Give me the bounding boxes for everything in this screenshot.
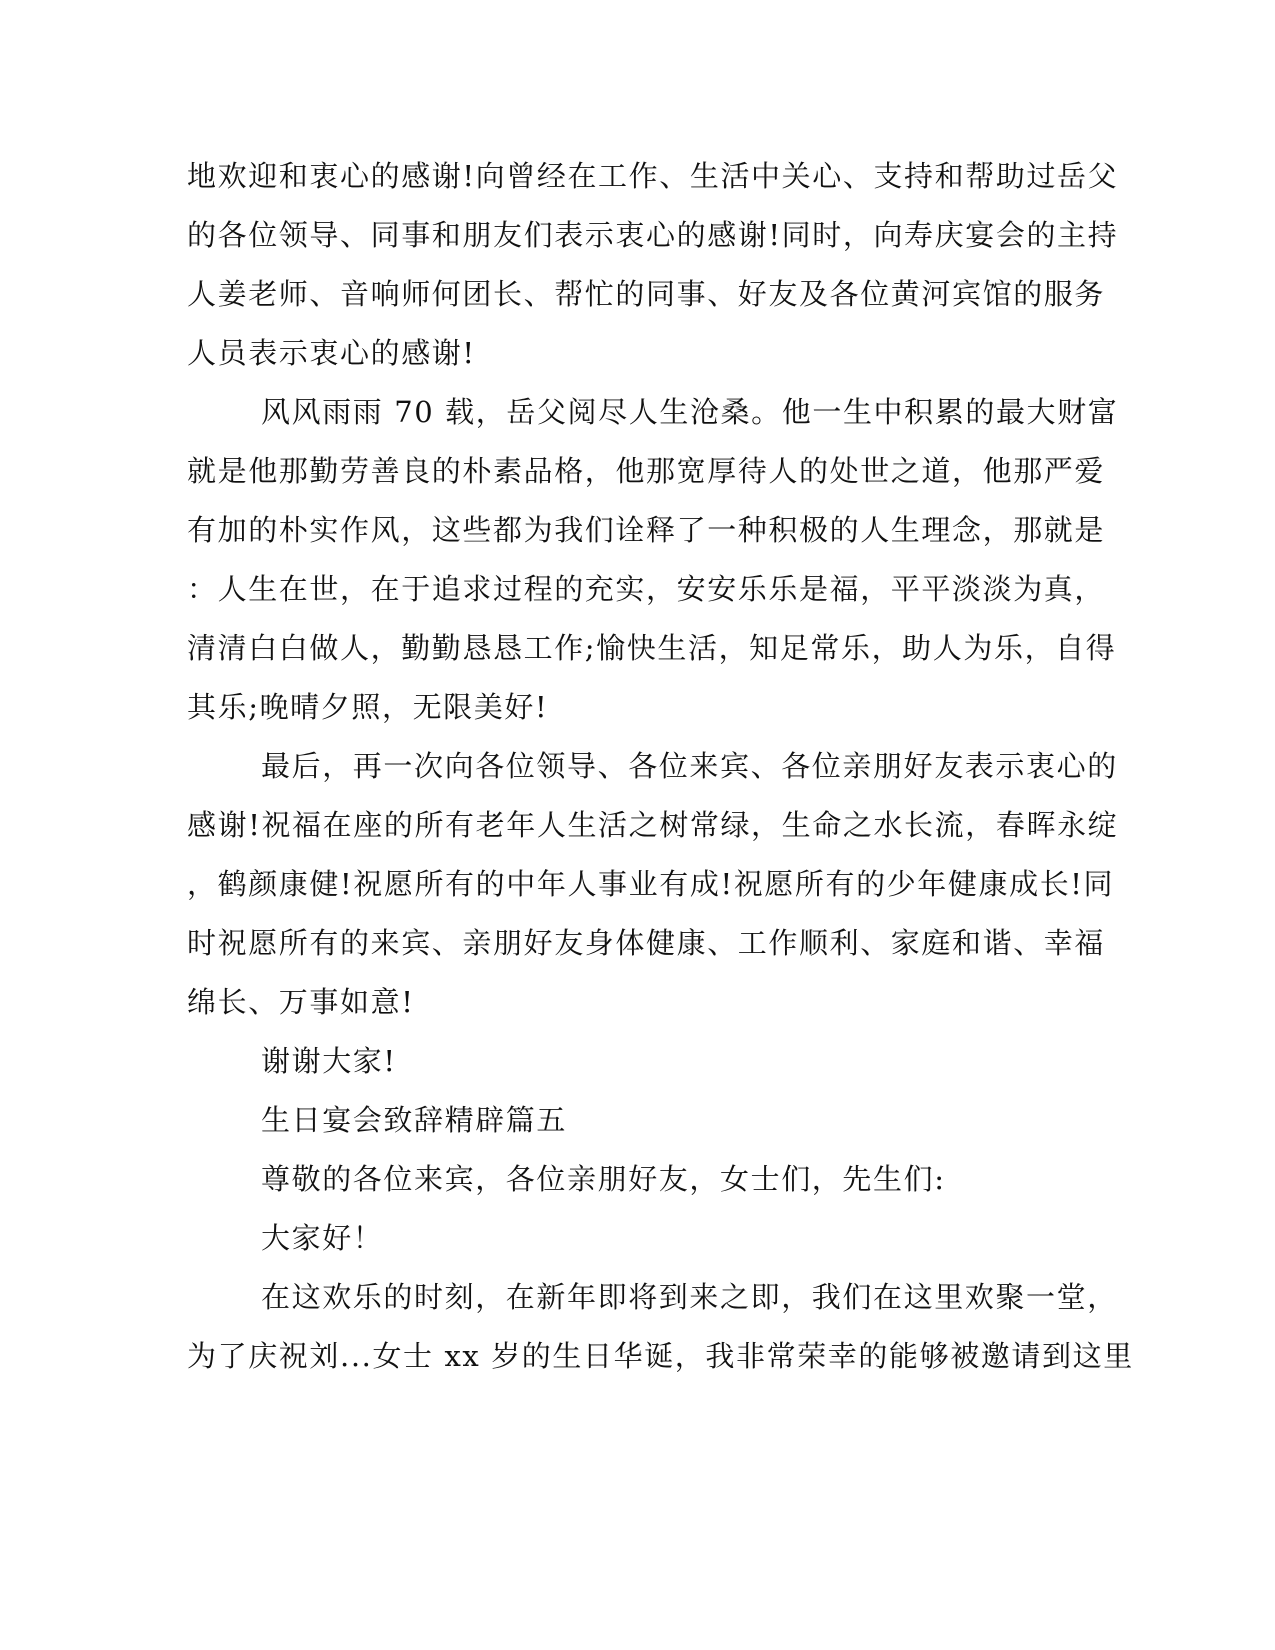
text-line: 人员表示衷心的感谢! (187, 336, 476, 370)
text-line: ，鹤颜康健!祝愿所有的中年人事业有成!祝愿所有的少年健康成长!同 (187, 867, 1115, 901)
text-line: 清清白白做人，勤勤恳恳工作;愉快生活，知足常乐，助人为乐，自得 (187, 631, 1117, 665)
text-line: 绵长、万事如意! (187, 985, 415, 1019)
paragraph-start-line: 风风雨雨 70 载，岳父阅尽人生沧桑。他一生中积累的最大财富 (261, 395, 1119, 429)
text-line: 地欢迎和衷心的感谢!向曾经在工作、生活中关心、支持和帮助过岳父 (187, 159, 1119, 193)
text-line: 的各位领导、同事和朋友们表示衷心的感谢!同时，向寿庆宴会的主持 (187, 218, 1119, 252)
greeting-line: 大家好！ (261, 1221, 384, 1255)
section-title: 生日宴会致辞精辟篇五 (261, 1103, 568, 1137)
text-line: 就是他那勤劳善良的朴素品格，他那宽厚待人的处世之道，他那严爱 (187, 454, 1106, 488)
text-line: 人姜老师、音响师何团长、帮忙的同事、好友及各位黄河宾馆的服务 (187, 277, 1106, 311)
text-line: 为了庆祝刘...女士 xx 岁的生日华诞，我非常荣幸的能够被邀请到这里 (187, 1339, 1134, 1373)
text-line: ：人生在世，在于追求过程的充实，安安乐乐是福，平平淡淡为真， (187, 572, 1106, 606)
salutation-line: 尊敬的各位来宾，各位亲朋好友，女士们，先生们: (261, 1162, 946, 1196)
text-line: 其乐;晚晴夕照，无限美好! (187, 690, 549, 724)
paragraph-start-line: 最后，再一次向各位领导、各位来宾、各位亲朋好友表示衷心的 (261, 749, 1118, 783)
text-line: 感谢!祝福在座的所有老年人生活之树常绿，生命之水长流，春晖永绽 (187, 808, 1119, 842)
thanks-line: 谢谢大家! (261, 1044, 397, 1078)
text-line: 有加的朴实作风，这些都为我们诠释了一种积极的人生理念，那就是 (187, 513, 1106, 547)
paragraph-start-line: 在这欢乐的时刻，在新年即将到来之即，我们在这里欢聚一堂， (261, 1280, 1118, 1314)
text-line: 时祝愿所有的来宾、亲朋好友身体健康、工作顺利、家庭和谐、幸福 (187, 926, 1106, 960)
